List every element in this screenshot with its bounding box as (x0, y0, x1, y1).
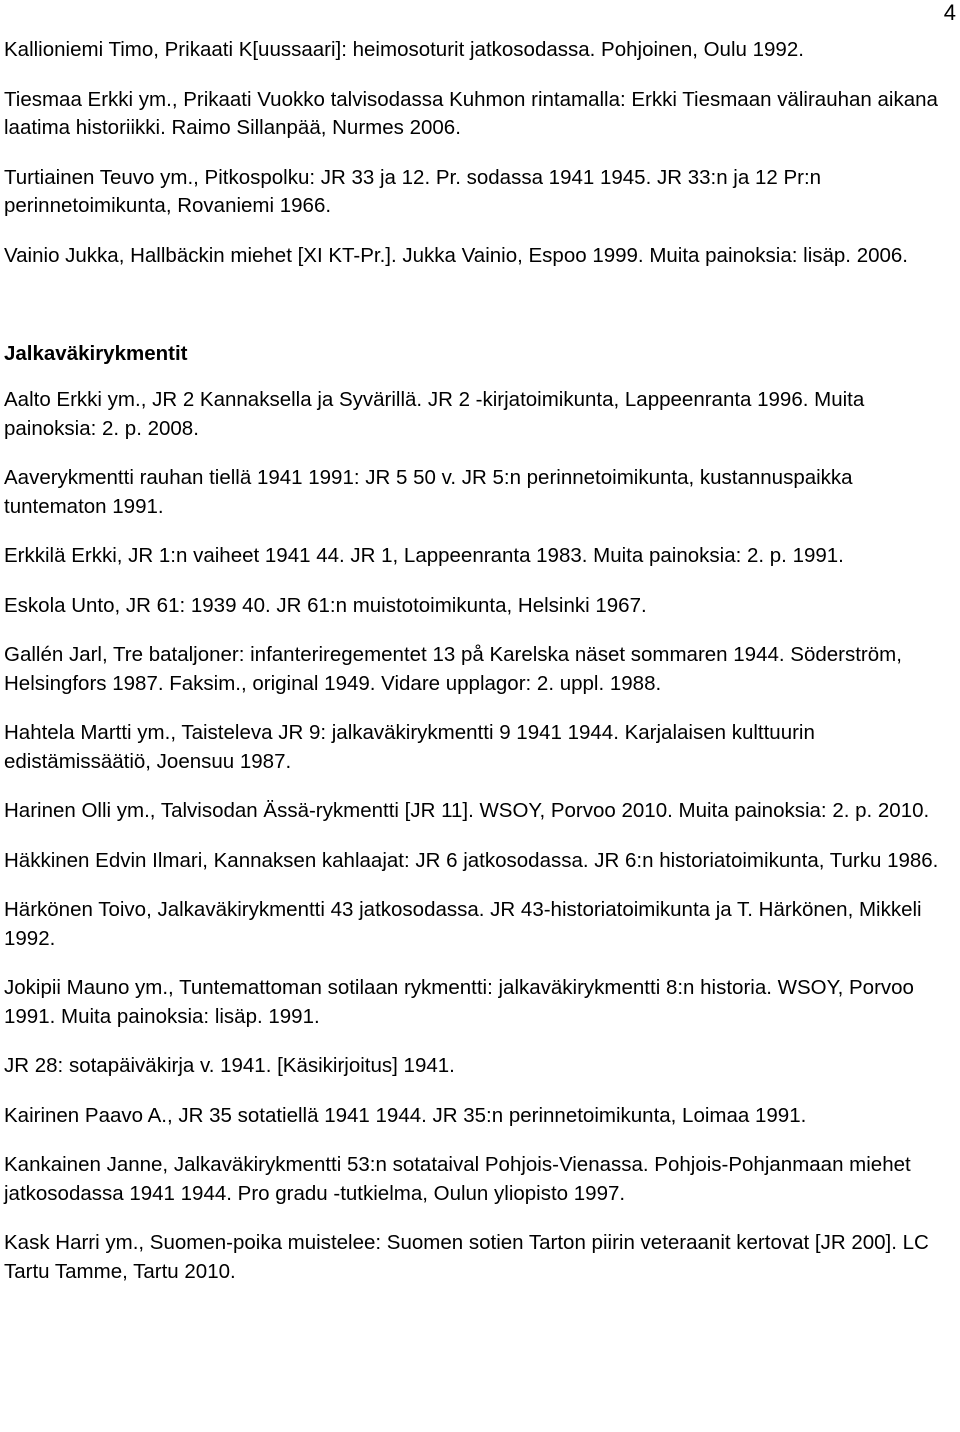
bibliography-entry: Turtiainen Teuvo ym., Pitkospolku: JR 33 ja 12. Pr. sodassa 1941 1945. JR 33:n ja 12 Pr:n perinnetoimikunta, Rovaniemi 1966. (4, 165, 822, 217)
section-heading: Jalkaväkirykmentit (4, 342, 188, 365)
bibliography-entry: Häkkinen Edvin Ilmari, Kannaksen kahlaajat: JR 6 jatkosodassa. JR 6:n historiatoimikunta, Turku 1986. (4, 848, 939, 872)
section-entries (4, 386, 956, 1286)
bibliography-entry: Erkkilä Erkki, JR 1:n vaiheet 1941 44. JR 1, Lappeenranta 1983. Muita painoksia: 2. p. 1991. (4, 544, 844, 567)
bibliography-entry: Kask Harri ym., Suomen-poika muistelee: Suomen sotien Tarton piirin veteraanit kertovat [JR 200]. LC Tartu Tamme, Tartu 2010. (4, 1231, 929, 1283)
bibliography-entry: Tiesmaa Erkki ym., Prikaati Vuokko talvisodassa Kuhmon rintamalla: Erkki Tiesmaan välirauhan aikana laatima historiikki. Raimo Sillanpää, Nurmes 2006. (4, 87, 938, 139)
bibliography-entry: Aalto Erkki ym., JR 2 Kannaksella ja Syvärillä. JR 2 -kirjatoimikunta, Lappeenranta 1996. Muita painoksia: 2. p. 2008. (4, 388, 865, 440)
bibliography-entry: Kallioniemi Timo, Prikaati K[uussaari]: heimosoturit jatkosodassa. Pohjoinen, Oulu 1992. (4, 38, 804, 61)
bibliography-entry: Kankainen Janne, Jalkaväkirykmentti 53:n sotataival Pohjois-Vienassa. Pohjois-Pohjanmaan miehet jatkosodassa 1941 1944. Pro gradu -tutkielma, Oulun yliopisto 1997. (4, 1153, 911, 1205)
section-spacer (4, 291, 956, 340)
top-entries (4, 36, 956, 270)
bibliography-page (4, 36, 956, 1307)
bibliography-entry: Vainio Jukka, Hallbäckin miehet [XI KT-Pr.]. Jukka Vainio, Espoo 1999. Muita painoksia: lisäp. 2006. (4, 243, 909, 267)
bibliography-entry: Kairinen Paavo A., JR 35 sotatiellä 1941 1944. JR 35:n perinnetoimikunta, Loimaa 1991. (4, 1103, 807, 1127)
bibliography-entry: Gallén Jarl, Tre bataljoner: infanteriregementet 13 på Karelska näset sommaren 1944. Söderström, Helsingfors 1987. Faksim., original 1949. Vidare upplagor: 2. uppl. 1988. (4, 643, 902, 695)
bibliography-entry: Aaverykmentti rauhan tiellä 1941 1991: JR 5 50 v. JR 5:n perinnetoimikunta, kustannuspaikka tuntematon 1991. (4, 466, 853, 518)
bibliography-entry: JR 28: sotapäiväkirja v. 1941. [Käsikirjoitus] 1941. (4, 1054, 455, 1077)
page-number: 4 (943, 0, 956, 25)
bibliography-entry: Eskola Unto, JR 61: 1939 40. JR 61:n muistotoimikunta, Helsinki 1967. (4, 593, 647, 617)
bibliography-entry: Härkönen Toivo, Jalkaväkirykmentti 43 jatkosodassa. JR 43-historiatoimikunta ja T. Härkönen, Mikkeli 1992. (4, 898, 922, 950)
bibliography-entry: Jokipii Mauno ym., Tuntemattoman sotilaan rykmentti: jalkaväkirykmentti 8:n historia. WSOY, Porvoo 1991. Muita painoksia: lisäp. 1991. (4, 976, 914, 1028)
bibliography-entry: Hahtela Martti ym., Taisteleva JR 9: jalkaväkirykmentti 9 1941 1944. Karjalaisen kulttuurin edistämissäätiö, Joensuu 1987. (4, 721, 815, 773)
bibliography-entry: Harinen Olli ym., Talvisodan Ässä-rykmentti [JR 11]. WSOY, Porvoo 2010. Muita painoksia: 2. p. 2010. (4, 799, 930, 822)
